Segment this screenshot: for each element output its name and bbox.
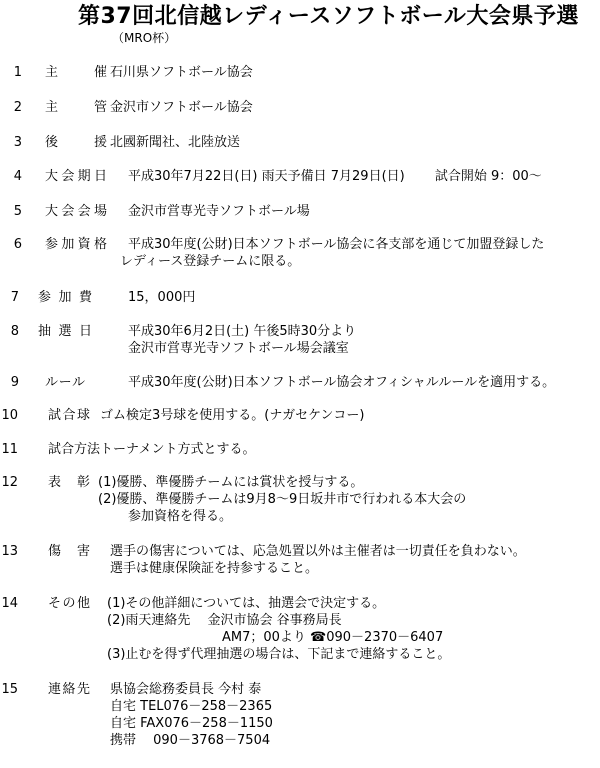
item-value xyxy=(128,374,555,391)
item-label: 傷害 xyxy=(48,544,90,559)
item-value-line: 金沢市ソフトボール協会 xyxy=(110,100,253,115)
item-value-line: 選手は健康保険証を持参すること。 xyxy=(110,561,319,576)
item-label: 大会会場 xyxy=(45,204,107,219)
item-value-line: (3)止むを得ず代理抽選の場合は、下記まで連絡すること。 xyxy=(107,647,451,662)
item-value-line: 参加資格を得る。 xyxy=(128,509,233,524)
item-value-line: 県協会総務委員長 今村 泰 xyxy=(110,682,262,697)
item-value xyxy=(107,595,450,663)
item-value xyxy=(128,203,310,220)
item-value-line: AM7；00より ☎090－2370－6407 xyxy=(222,630,444,645)
item-label: 表彰 xyxy=(48,475,90,490)
item-label: 大会期日 xyxy=(45,169,107,184)
item-number: 5 xyxy=(13,204,22,219)
item-value xyxy=(128,323,356,357)
item-value xyxy=(120,236,545,270)
item-value xyxy=(100,407,365,424)
item-number: 12 xyxy=(1,475,18,490)
item-value-line: 15，000円 xyxy=(128,290,196,305)
item-label: 主催 xyxy=(45,65,107,80)
page-subtitle: （MRO杯） xyxy=(112,31,177,45)
item-label: 後援 xyxy=(45,135,107,150)
item-value-line: 自宅 TEL076－258－2365 xyxy=(110,699,273,714)
item-number: 10 xyxy=(1,408,18,423)
item-value xyxy=(128,289,195,306)
item-number: 9 xyxy=(10,375,19,390)
item-label: 参加費 xyxy=(38,290,92,305)
item-number: 14 xyxy=(1,596,18,611)
item-number: 13 xyxy=(1,544,18,559)
item-value-line: トーナメント方式とする。 xyxy=(100,442,256,457)
item-value-line: 携帯 090－3768－7504 xyxy=(110,733,271,748)
item-value xyxy=(110,64,253,81)
item-label: 主管 xyxy=(45,100,107,115)
item-value-line: (1)その他詳細については、抽選会で決定する。 xyxy=(107,596,386,611)
item-value xyxy=(100,441,255,458)
item-value-line: 北國新聞社、北陸放送 xyxy=(110,135,241,150)
item-label: 連絡先 xyxy=(48,682,90,697)
item-value-line: 平成30年度(公財)日本ソフトボール協会に各支部を通じて加盟登録した xyxy=(128,237,545,252)
item-number: 11 xyxy=(1,442,18,457)
item-number: 1 xyxy=(13,65,22,80)
item-value-line: 平成30年7月22日(日) 雨天予備日 7月29日(日) 試合開始 9：00～ xyxy=(128,169,542,184)
item-value-line: 選手の傷害については、応急処置以外は主催者は一切責任を負わない。 xyxy=(110,544,526,559)
item-number: 2 xyxy=(13,100,22,115)
item-number: 8 xyxy=(10,324,19,339)
item-value-line: ゴム検定3号球を使用する。(ナガセケンコー) xyxy=(100,408,365,423)
item-value-line: 自宅 FAX076－258－1150 xyxy=(110,716,273,731)
item-label: 抽選日 xyxy=(38,324,92,339)
item-label: ルール xyxy=(45,375,85,390)
item-number: 4 xyxy=(13,169,22,184)
item-label: 参加資格 xyxy=(45,237,107,252)
item-value-line: 金沢市営専光寺ソフトボール場 xyxy=(128,204,310,219)
item-value-line: (1)優勝、準優勝チームには賞状を授与する。 xyxy=(98,475,364,490)
item-value-line: 平成30年6月2日(土) 午後5時30分より xyxy=(128,324,357,339)
item-value-line: 石川県ソフトボール協会 xyxy=(110,65,253,80)
item-value xyxy=(110,99,253,116)
item-label: 試合方法 xyxy=(48,442,101,457)
item-number: 6 xyxy=(13,237,22,252)
item-value-line: (2)優勝、準優勝チームは9月8～9日坂井市で行われる本大会の xyxy=(98,492,467,507)
item-number: 7 xyxy=(10,290,19,305)
page-title: 第37回北信越レディースソフトボール大会県予選 xyxy=(78,4,579,29)
item-value xyxy=(110,543,526,577)
item-label: その他 xyxy=(48,596,90,611)
item-value xyxy=(110,681,273,749)
item-value-line: 金沢市営専光寺ソフトボール場会議室 xyxy=(128,341,349,356)
item-label: 試合球 xyxy=(48,408,90,423)
item-value xyxy=(110,134,240,151)
item-number: 15 xyxy=(1,682,18,697)
item-value-line: (2)雨天連絡先 金沢市協会 谷事務局長 xyxy=(107,613,342,628)
item-value xyxy=(128,168,542,185)
item-value-line: 平成30年度(公財)日本ソフトボール協会オフィシャルルールを適用する。 xyxy=(128,375,556,390)
item-number: 3 xyxy=(13,135,22,150)
item-value-line: レディース登録チームに限る。 xyxy=(120,254,301,269)
item-value xyxy=(98,474,466,525)
